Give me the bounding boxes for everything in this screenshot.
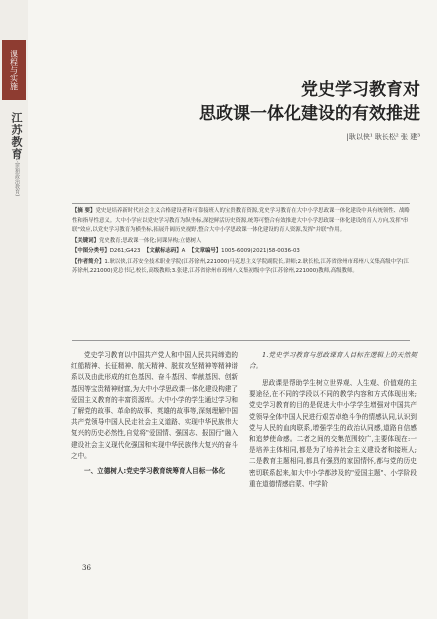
- abstract-label: 【摘 要】: [72, 208, 96, 214]
- author-bio-label: 【作者简介】: [72, 258, 105, 265]
- subsection-heading: 1.党史学习教育与思政课育人目标在逻辑上的天然契合。: [249, 351, 417, 370]
- magazine-name: 江苏教育: [10, 112, 23, 160]
- meta-bottom-rule: [72, 340, 410, 341]
- authors: |耿以侠¹ 耿长松² 张 建³: [346, 133, 420, 141]
- body-column-right: [249, 350, 417, 490]
- article-no: 1005-6009(2021)58-0036-03: [221, 248, 300, 254]
- body-column-left: [71, 350, 238, 477]
- section-heading: 一、立德树人:党史学习教育统筹育人目标一体化: [84, 467, 226, 476]
- keywords-label: 【关键词】: [72, 237, 99, 244]
- article-meta: [72, 207, 410, 278]
- body-paragraph: 思政课是帮助学生树立世界观、人生观、价值观的主要途径,在不同的学段以不同的教学内容和方式体现出来;党史学习教育的目的是促进大中小学学生增强对中国共产党领导全体中国人民进行艰苦卓绝斗争的情感认同,认识到党与人民的血肉联系,增强学生的政治认同感,道路自信感和追梦使命感。二者之间的交集范围较广,主要体现在:一是培养主体相同,都是为了培养社会主义建设者和接班人;二是教育主题相同,都具有强烈的家国情怀,都与党的历史密切联系起来,如大中小学都涉及的"爱国主题"、小学阶段重在道德情感启蒙、中学阶: [249, 379, 417, 488]
- keywords-text: 党史教育;思政课一体化;同课异构;立德树人: [98, 237, 202, 244]
- class-no: D261;G423: [109, 248, 141, 254]
- meta-top-rule: [72, 203, 410, 204]
- classification: [72, 247, 410, 257]
- doc-label: 【文献标志码】: [143, 248, 182, 254]
- author-bio-text: 1.耿以侠,江苏安全技术职业学院(江苏徐州,221000)马克思主义学院副院长,讲师;2.耿长松,江苏省徐州市邳州八义集高级中学(江苏徐州,221000)党总书记,校长,高级教师;3.张建,江苏省徐州市邳州八义集初级中学(江苏徐州,221000)教师,高级教师。: [72, 258, 409, 274]
- article-title: [150, 78, 420, 126]
- title-line-2: 思政课一体化建设的有效推进: [199, 104, 420, 124]
- keywords: [72, 237, 410, 247]
- doc-code: A: [181, 248, 186, 254]
- abstract: [72, 207, 410, 236]
- title-line-1: 党史学习教育对: [301, 80, 420, 100]
- body-paragraph: 党史学习教育以中国共产党人和中国人民共同缔造的红船精神、长征精神、航天精神、脱贫攻坚精神等精神谱系以及由此形成的红色基因、奋斗基因、奉献基因、创新基因等宝贵精神财富,为大中小学思政课一体化建设构建了爱国主义教育的丰富资源库。大中小学的学生通过学习和了解党的故事、革命的故事、英雄的故事等,深刻理解中国共产党领导中国人民走社会主义道路、实现中华民族伟大复兴的历史必然性,自觉将"爱国情、强国志、报国行"融入建设社会主义现代化强国和实现中华民族伟大复兴的奋斗之中。: [71, 351, 238, 460]
- author-bio: [72, 258, 410, 277]
- abstract-text: 党史是培养新时代社会主义合格建设者和可靠接班人的宝贵教育资源,党史学习教育在大中小学思政课一体化建设中具有统领性、战略性和指导性意义。大中小学应以党史学习教育为纵坐标,深挖鲜活历史资源,统筹可整合有效推进大中小学思政课一体化建设的育人方向,发挥"串联"效应,以党史学习教育为横坐标,拓展升阔历史视野,整合大中小学思政课一体化建设的育人资源,发挥"并联"作用。: [72, 208, 410, 233]
- class-label: 【中图分类号】: [72, 248, 110, 254]
- column-tag: 课程与实施: [2, 40, 26, 100]
- page-number: 36: [82, 564, 91, 572]
- article-no-label: 【文章编号】: [188, 248, 222, 254]
- magazine-issue: 2021·(思想政治教育): [14, 148, 20, 197]
- sidebar: [0, 0, 28, 619]
